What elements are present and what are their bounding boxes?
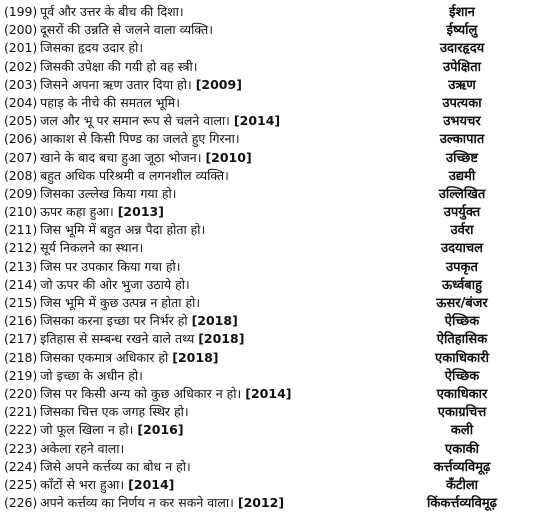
definition-text: जिस भूमि में कुछ उत्पन्न न होता हो। bbox=[40, 295, 201, 310]
entry-definition bbox=[40, 185, 392, 203]
entry-definition bbox=[40, 58, 392, 76]
list-item bbox=[4, 349, 532, 367]
answer-word: एकाधिकारी bbox=[435, 350, 489, 366]
list-item bbox=[4, 403, 532, 421]
entry-definition bbox=[40, 149, 392, 167]
entry-number: (213) bbox=[4, 258, 38, 274]
definition-text: ऊपर कहा हुआ। bbox=[40, 204, 114, 220]
entry-definition bbox=[40, 130, 392, 148]
definition-text: जिसका उल्लेख किया गया हो। bbox=[40, 185, 177, 201]
list-item bbox=[4, 76, 532, 94]
definition-text: पूर्व और उत्तर के बीच की दिशा। bbox=[40, 4, 184, 19]
definition-text: जिस पर किसी अन्य को कुछ अधिकार न हो। bbox=[40, 385, 242, 401]
entry-number: (221) bbox=[4, 404, 38, 420]
list-item bbox=[4, 149, 532, 167]
answer-word: एकाकी bbox=[445, 441, 479, 457]
entry-number: (211) bbox=[4, 222, 38, 238]
entry-number: (216) bbox=[4, 313, 38, 329]
answer-word: उभयचर bbox=[443, 114, 481, 130]
exam-year: [2018] bbox=[198, 331, 245, 347]
list-item bbox=[4, 239, 532, 257]
entry-number: (208) bbox=[4, 167, 38, 183]
entry-definition bbox=[40, 403, 392, 421]
entry-definition bbox=[40, 239, 392, 257]
answer-word: उपकृत bbox=[446, 259, 478, 275]
answer-word: उच्छिष्ट bbox=[446, 150, 478, 166]
entry-definition bbox=[40, 3, 392, 21]
answer-word: ऐतिहासिक bbox=[436, 332, 488, 348]
answer-word: कर्त्तव्यविमूढ़ bbox=[433, 459, 491, 475]
answer-word: ऊसर/बंजर bbox=[436, 296, 488, 311]
list-item bbox=[4, 494, 532, 512]
entry-definition bbox=[40, 312, 392, 330]
entry-definition bbox=[40, 385, 392, 403]
answer-word: एकाधिकार bbox=[436, 386, 488, 402]
entry-number: (199) bbox=[4, 4, 38, 19]
answer-word: एकाग्रचित्त bbox=[437, 405, 487, 421]
entry-definition bbox=[40, 349, 392, 367]
list-item bbox=[4, 421, 532, 439]
entry-number: (224) bbox=[4, 458, 38, 474]
list-item bbox=[4, 458, 532, 476]
answer-word: उल्कापात bbox=[439, 132, 485, 148]
entry-number: (210) bbox=[4, 204, 38, 220]
answer-word: उपत्यका bbox=[442, 95, 482, 111]
definition-text: जिसने अपना ऋण उतार दिया हो। bbox=[40, 76, 192, 92]
entry-number: (223) bbox=[4, 440, 38, 456]
entry-definition bbox=[40, 476, 392, 494]
entry-number: (214) bbox=[4, 276, 38, 292]
answer-word: उद्यमी bbox=[448, 168, 476, 184]
definition-text: खाने के बाद बचा हुआ जूठा भोजन। bbox=[40, 149, 202, 165]
list-item bbox=[4, 185, 532, 203]
answer-word: उल्लिखित bbox=[438, 186, 486, 202]
definition-text: अकेला रहने वाला। bbox=[40, 440, 125, 456]
definition-text: जिसे अपने कर्त्तव्य का बोध न हो। bbox=[40, 458, 191, 474]
entry-number: (205) bbox=[4, 113, 38, 129]
entry-definition bbox=[40, 294, 392, 312]
definition-text: जिसकी उपेक्षा की गयी हो वह स्त्री। bbox=[40, 58, 198, 74]
exam-year: [2010] bbox=[205, 149, 252, 165]
entry-definition bbox=[40, 112, 392, 130]
entry-number: (226) bbox=[4, 495, 38, 511]
definition-text: जिसका चित्त एक जगह स्थिर हो। bbox=[40, 404, 189, 420]
answer-word: उर्वरा bbox=[450, 223, 474, 239]
entry-definition bbox=[40, 21, 392, 39]
exam-year: [2014] bbox=[128, 476, 175, 492]
entry-definition bbox=[40, 494, 392, 512]
list-item bbox=[4, 58, 532, 76]
entry-number: (201) bbox=[4, 40, 38, 56]
entry-number: (220) bbox=[4, 385, 38, 401]
entry-number: (202) bbox=[4, 58, 38, 74]
entry-number: (200) bbox=[4, 22, 38, 38]
entry-number: (206) bbox=[4, 131, 38, 147]
answer-word: ऊर्ध्वबाहु bbox=[441, 277, 482, 293]
answer-word: ऐच्छिक bbox=[444, 314, 480, 330]
list-item bbox=[4, 39, 532, 57]
definition-text: जो इच्छा के अधीन हो। bbox=[40, 367, 143, 383]
entry-number: (218) bbox=[4, 349, 38, 365]
entry-definition bbox=[40, 458, 392, 476]
entry-definition bbox=[40, 440, 392, 458]
definition-text: इतिहास से सम्बन्ध रखने वाले तथ्य bbox=[40, 331, 195, 347]
exam-year: [2014] bbox=[245, 385, 292, 401]
list-item bbox=[4, 258, 532, 276]
entry-definition bbox=[40, 330, 392, 348]
definition-text: दूसरों की उन्नति से जलने वाला व्यक्ति। bbox=[40, 22, 213, 38]
definition-text: पहाड़ के नीचे की समतल भूमि। bbox=[40, 94, 180, 110]
answer-word: कली bbox=[450, 423, 474, 439]
exam-year: [2012] bbox=[237, 495, 285, 511]
answer-word: किंकर्त्तव्यविमूढ़ bbox=[427, 496, 497, 512]
entry-number: (204) bbox=[4, 94, 38, 110]
answer-word: ऐच्छिक bbox=[444, 368, 480, 384]
list-item bbox=[4, 312, 532, 330]
entry-number: (217) bbox=[4, 331, 38, 347]
definition-text: अपने कर्त्तव्य का निर्णय न कर सकने वाला। bbox=[40, 495, 234, 511]
list-item bbox=[4, 330, 532, 348]
entry-definition bbox=[40, 221, 392, 239]
entry-definition bbox=[40, 94, 392, 112]
entry-definition bbox=[40, 203, 392, 221]
list-item bbox=[4, 167, 532, 185]
answer-word: उपेक्षिता bbox=[443, 59, 481, 75]
definition-text: काँटों से भरा हुआ। bbox=[40, 476, 125, 492]
entry-definition bbox=[40, 258, 392, 276]
entry-number: (219) bbox=[4, 367, 38, 383]
exam-year: [2018] bbox=[191, 313, 238, 329]
answer-word: कँटीला bbox=[445, 477, 479, 493]
definition-text: बहुत अधिक परिश्रमी व लगनशील व्यक्ति। bbox=[40, 167, 229, 183]
entry-number: (215) bbox=[4, 295, 38, 310]
exam-year: [2013] bbox=[117, 204, 164, 220]
list-item bbox=[4, 221, 532, 239]
entry-definition bbox=[40, 76, 392, 94]
exam-year: [2014] bbox=[233, 113, 281, 129]
exam-year: [2009] bbox=[195, 76, 242, 92]
definition-text: जल और भू पर समान रूप से चलने वाला। bbox=[40, 113, 230, 129]
answer-word: उदारहृदय bbox=[439, 41, 485, 57]
entry-definition bbox=[40, 39, 392, 57]
list-item bbox=[4, 294, 532, 312]
list-item bbox=[4, 3, 532, 21]
answer-word: उऋण bbox=[448, 77, 476, 93]
definition-text: जिसका एकमात्र अधिकार हो bbox=[40, 349, 169, 365]
entry-definition bbox=[40, 367, 392, 385]
entry-definition bbox=[40, 276, 392, 294]
entry-number: (209) bbox=[4, 185, 38, 201]
exam-year: [2016] bbox=[137, 422, 184, 438]
entry-number: (225) bbox=[4, 476, 38, 492]
definition-text: जिस भूमि में बहुत अन्न पैदा होता हो। bbox=[40, 222, 206, 238]
entry-definition bbox=[40, 421, 392, 439]
entry-number: (222) bbox=[4, 422, 38, 438]
entry-number: (207) bbox=[4, 149, 38, 165]
list-item bbox=[4, 367, 532, 385]
list-item bbox=[4, 385, 532, 403]
answer-word: ईर्ष्यालु bbox=[446, 23, 478, 39]
exam-year: [2018] bbox=[172, 349, 219, 365]
answer-word: उपर्युक्त bbox=[443, 205, 481, 221]
entry-number: (212) bbox=[4, 240, 38, 256]
definition-text: जिसका करना इच्छा पर निर्भर हो bbox=[40, 313, 188, 329]
answer-word: उदयाचल bbox=[440, 241, 483, 257]
list-item bbox=[4, 203, 532, 221]
definition-text: जो ऊपर की ओर भुजा उठाये हो। bbox=[40, 276, 190, 292]
definition-text: जिस पर उपकार किया गया हो। bbox=[40, 258, 181, 274]
definition-text: आकाश से किसी पिण्ड का जलते हुए गिरना। bbox=[40, 131, 240, 147]
definition-text: जिसका हृदय उदार हो। bbox=[40, 40, 144, 56]
entry-number: (203) bbox=[4, 76, 38, 92]
list-item bbox=[4, 476, 532, 494]
list-item bbox=[4, 112, 532, 130]
list-item bbox=[4, 276, 532, 294]
list-item bbox=[4, 94, 532, 112]
list-item bbox=[4, 130, 532, 148]
definition-text: जो फूल खिला न हो। bbox=[40, 422, 134, 438]
definition-text: सूर्य निकलने का स्थान। bbox=[40, 240, 144, 256]
entry-definition bbox=[40, 167, 392, 185]
answer-word: ईशान bbox=[449, 5, 475, 20]
list-item bbox=[4, 440, 532, 458]
list-item bbox=[4, 21, 532, 39]
